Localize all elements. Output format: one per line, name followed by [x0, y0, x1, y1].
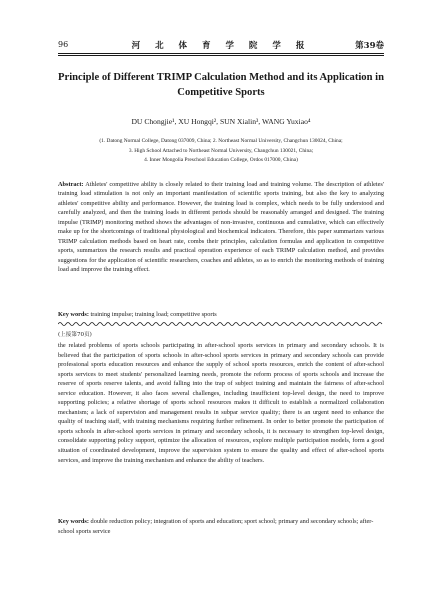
journal-name: 河 北 体 育 学 院 学 报 [131, 41, 311, 51]
keywords-text: training impulse; training load; competitive sports [90, 311, 217, 318]
keywords-continued [58, 517, 384, 536]
keywords-label: Key words: [58, 311, 89, 318]
affiliations [70, 137, 372, 166]
abstract-text: Athletes' competitive ability is closely related to their training load and training volume. The description of athletes' training load stimulation is not only an important manifestation of scientific sports training, but also the key to analyzing athletes' competitive ability and performance. However, the training load is complex, which needs to be fully understood and carefully analyzed, and then the training loads in different periods should be reasonably arranged and designed. The training impulse (TRIMP) monitoring method shows the advantages of non-invasive, continuous and cumulative, which can effectively make up for the shortcomings of traditional physiological and biochemical indicators. Therefore, this paper summarizes various TRIMP calculation methods based on heart rate, combs their principles, calculation formulas and application in competitive sports, summarizes the research results and practical operation experience of each TRIMP calculation method, and provides suggestions for the application of scientific researchers, coaches and athletes, so as to enrich the monitoring methods of training load and improve the training effect. [58, 181, 384, 274]
continued-from-marker: (上接第70页) [58, 332, 92, 338]
article-title: Principle of Different TRIMP Calculation Method and its Application in Competitive Sports [58, 72, 384, 98]
abstract-label: Abstract: [58, 181, 84, 188]
affiliation-line: 3. High School Attached to Northeast Normal University, Changchun 130021, China; [128, 147, 314, 154]
header-rule-thin [58, 55, 384, 56]
header-rule [58, 53, 384, 54]
keywords-text: double reduction policy; integration of sports and education; sport school; primary and secondary schools; after-school sports service [58, 518, 374, 535]
keywords-abstract [58, 311, 384, 318]
keywords-label: Key words: [58, 518, 89, 525]
abstract-body-continued: the related problems of sports schools participating in after-school sports services in primary and secondary schools. It is believed that the participation of sports schools in after-school sports services in primary and secondary schools can provide professional sports education resources and enhance the supply of school sports resources, enrich the content of after-school sports services to meet students' personalized learning needs, promote the reform process of sports schools and increase the reserve of sports reserve talents, and avoid falling into the trap of subject training and maintain the fairness of after-school service education. However, it also faces several challenges, including insufficient top-level design, the need to improve supporting policies; a relative shortage of sports school resources makes it difficult to establish a normalized collaboration mechanism; a lack of supervision and management results in subpar service quality; there is an urgent need to enhance the quality of teaching staff, with training mechanisms requiring further refinement. In order to better promote the participation of sports schools in after-school sports services in primary and secondary schools, it is necessary to strengthen top-level design, consolidate supporting policy support, optimize the allocation of resources, explore multiple participation models, form a good situation of coordinated development, improve the supervision system to ensure the quality and effect of after-school sports services, and improve the training mechanism and enhance the ability of teachers. [58, 342, 384, 464]
author-list: DU Chongjie¹, XU Hongqi², SUN Xialin³, WANG Yuxiao⁴ [131, 117, 311, 126]
wavy-divider [58, 321, 384, 327]
affiliation-line: 4. Inner Mongolia Preschool Education College, Ordos 017000, China) [144, 157, 298, 163]
volume-number: 第39卷 [355, 41, 384, 51]
running-header [58, 38, 384, 52]
affiliation-line: (1. Datong Normal College, Datong 037009, China; 2. Northeast Normal University, Changchun 130024, China; [99, 138, 343, 144]
abstract [58, 180, 384, 275]
page-number: 96 [58, 40, 69, 49]
